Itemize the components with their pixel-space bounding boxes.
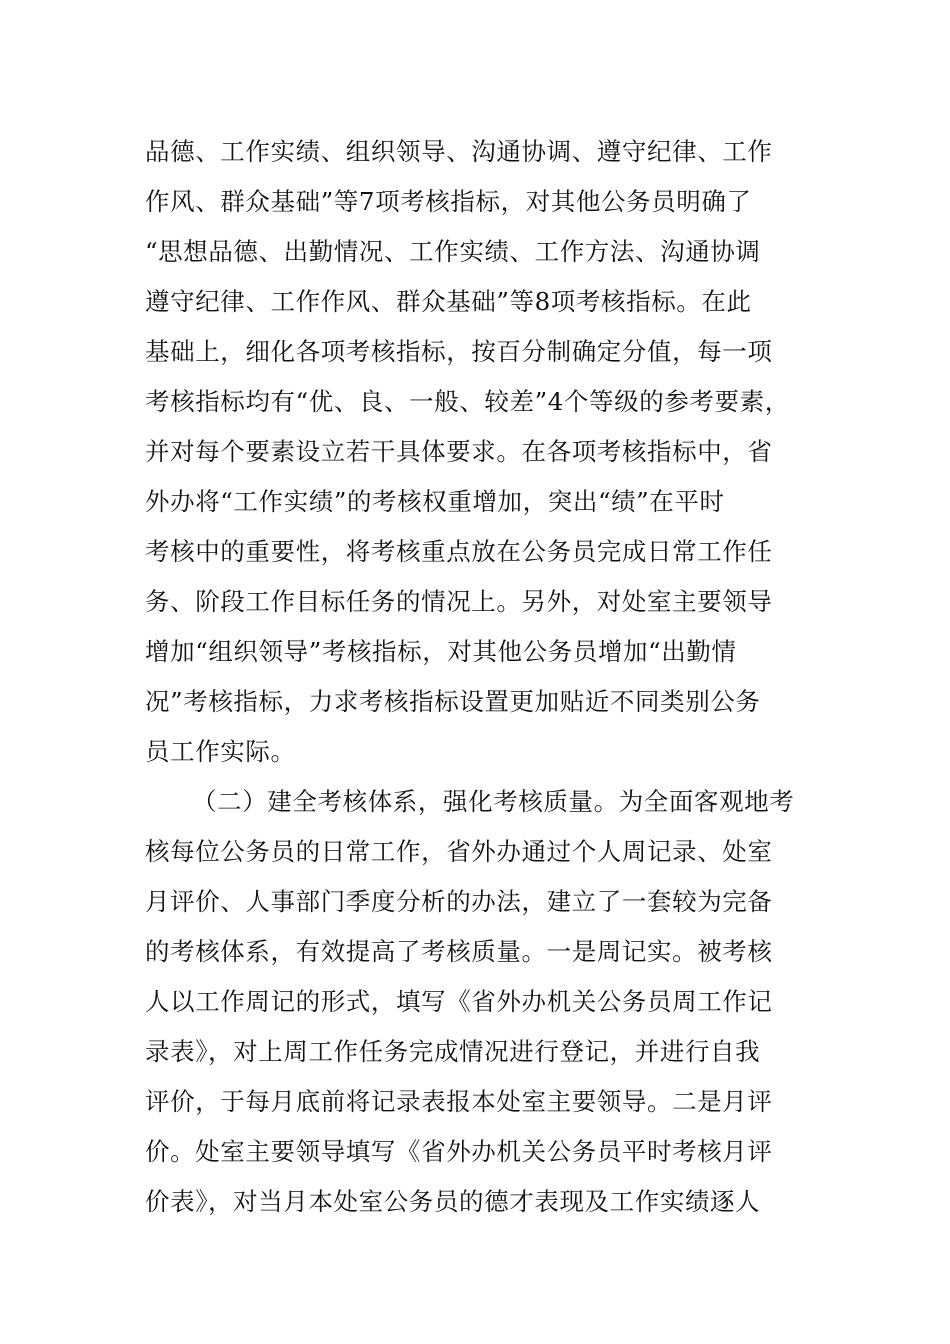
text-line-17: 的考核体系，有效提高了考核质量。一是周记实。被考核 xyxy=(145,937,773,966)
text-line-18: 人以工作周记的形式，填写《省外办机关公务员周工作记 xyxy=(145,987,773,1016)
text-line-7: 并对每个要素设立若干具体要求。在各项考核指标中，省 xyxy=(145,437,773,466)
text-line-12: 况”考核指标，力求考核指标设置更加贴近不同类别公务 xyxy=(145,687,761,716)
text-line-4: 遵守纪律、工作作风、群众基础”等8项考核指标。在此 xyxy=(145,287,752,316)
text-line-9: 考核中的重要性，将考核重点放在公务员完成日常工作任 xyxy=(145,537,773,566)
text-line-5: 基础上，细化各项考核指标，按百分制确定分值，每一项 xyxy=(145,337,773,366)
text-line-6: 考核指标均有“优、良、一般、较差”4个等级的参考要素， xyxy=(145,387,790,416)
text-line-8: 外办将“工作实绩”的考核权重增加，突出“绩”在平时 xyxy=(145,487,725,516)
text-line-22: 价表》，对当月本处室公务员的德才表现及工作实绩逐人 xyxy=(145,1187,761,1216)
text-line-1: 品德、工作实绩、组织领导、沟通协调、遵守纪律、工作 xyxy=(145,137,773,166)
text-line-11: 增加“组织领导”考核指标，对其他公务员增加“出勤情 xyxy=(145,637,737,666)
text-line-2: 作风、群众基础”等7项考核指标，对其他公务员明确了 xyxy=(145,187,752,216)
text-line-10: 务、阶段工作目标任务的情况上。另外，对处室主要领导 xyxy=(145,587,773,616)
text-line-3: “思想品德、出勤情况、工作实绩、工作方法、沟通协调 xyxy=(145,237,761,266)
text-line-15: 核每位公务员的日常工作，省外办通过个人周记录、处室 xyxy=(145,837,773,866)
text-line-19: 录表》，对上周工作任务完成情况进行登记，并进行自我 xyxy=(145,1037,761,1066)
text-line-20: 评价，于每月底前将记录表报本处室主要领导。二是月评 xyxy=(145,1087,773,1116)
paragraph-heading-line: （二）建全考核体系，强化考核质量。为全面客观地考 xyxy=(192,787,795,816)
text-line-13: 员工作实际。 xyxy=(145,737,296,766)
text-line-21: 价。处室主要领导填写《省外办机关公务员平时考核月评 xyxy=(145,1137,773,1166)
text-line-16: 月评价、人事部门季度分析的办法，建立了一套较为完备 xyxy=(145,887,773,916)
